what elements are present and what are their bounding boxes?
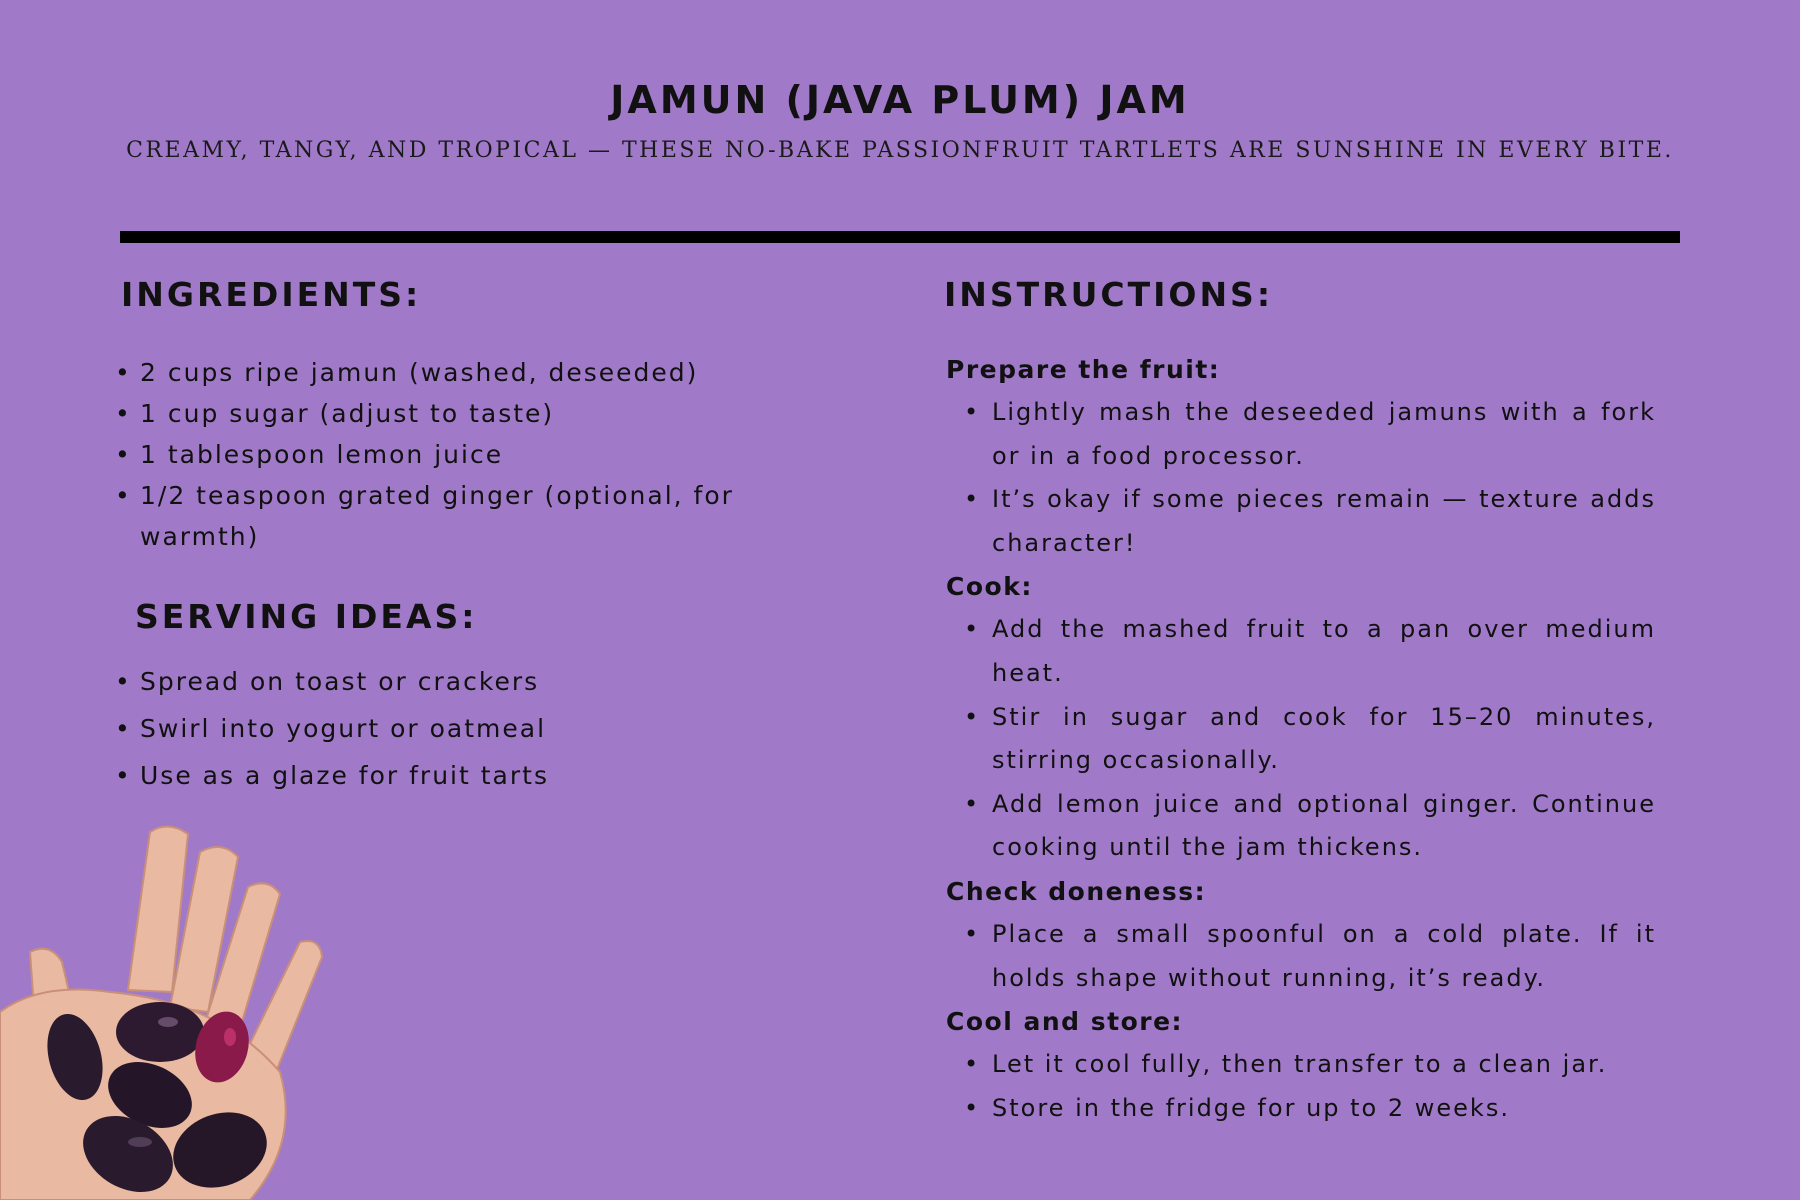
step-item: • Place a small spoonful on a cold plate. If it holds shape without running, it’s ready. [946,913,1656,1000]
serving-idea-item: • Use as a glaze for fruit tarts [115,752,835,799]
ingredient-item: • 2 cups ripe jamun (washed, deseeded) [115,352,835,393]
step-item: • Stir in sugar and cook for 15–20 minutes, stirring occasionally. [946,696,1656,783]
step-list-check-doneness [946,913,1656,1000]
instructions-heading: INSTRUCTIONS: [944,275,1274,314]
step-item: • Lightly mash the deseeded jamuns with a fork or in a food processor. [946,391,1656,478]
step-list-cook [946,608,1656,870]
ingredients-list [115,352,835,557]
ingredient-item: • 1 tablespoon lemon juice [115,434,835,475]
step-item: • Store in the fridge for up to 2 weeks. [946,1087,1656,1131]
hand-holding-jamun-photo [0,812,330,1200]
ingredients-heading: INGREDIENTS: [121,275,422,314]
divider-rule [120,231,1680,243]
step-title-cool-store: Cool and store: [946,1007,1184,1037]
serving-ideas-heading: SERVING IDEAS: [135,597,478,636]
ingredient-item: • 1/2 teaspoon grated ginger (optional, for warmth) [115,475,835,557]
ingredient-item: • 1 cup sugar (adjust to taste) [115,393,835,434]
serving-idea-item: • Spread on toast or crackers [115,658,835,705]
step-title-prepare: Prepare the fruit: [946,355,1221,384]
step-title-cook: Cook: [946,572,1033,602]
serving-idea-item: • Swirl into yogurt or oatmeal [115,705,835,752]
step-item: • Add the mashed fruit to a pan over medium heat. [946,608,1656,695]
step-item: • Add lemon juice and optional ginger. Continue cooking until the jam thickens. [946,783,1656,870]
step-title-check-doneness: Check doneness: [946,876,1207,906]
step-item: • Let it cool fully, then transfer to a clean jar. [946,1043,1656,1087]
serving-ideas-list [115,658,835,799]
step-item: • It’s okay if some pieces remain — texture adds character! [946,478,1656,565]
instructions-body [946,348,1656,1130]
recipe-title: JAMUN (JAVA PLUM) JAM [610,78,1190,122]
step-list-cool-store [946,1043,1656,1130]
step-list-prepare [946,391,1656,565]
recipe-subtitle: CREAMY, TANGY, AND TROPICAL — THESE NO-BAKE PASSIONFRUIT TARTLETS ARE SUNSHINE IN EVERY BITE. [126,138,1674,163]
